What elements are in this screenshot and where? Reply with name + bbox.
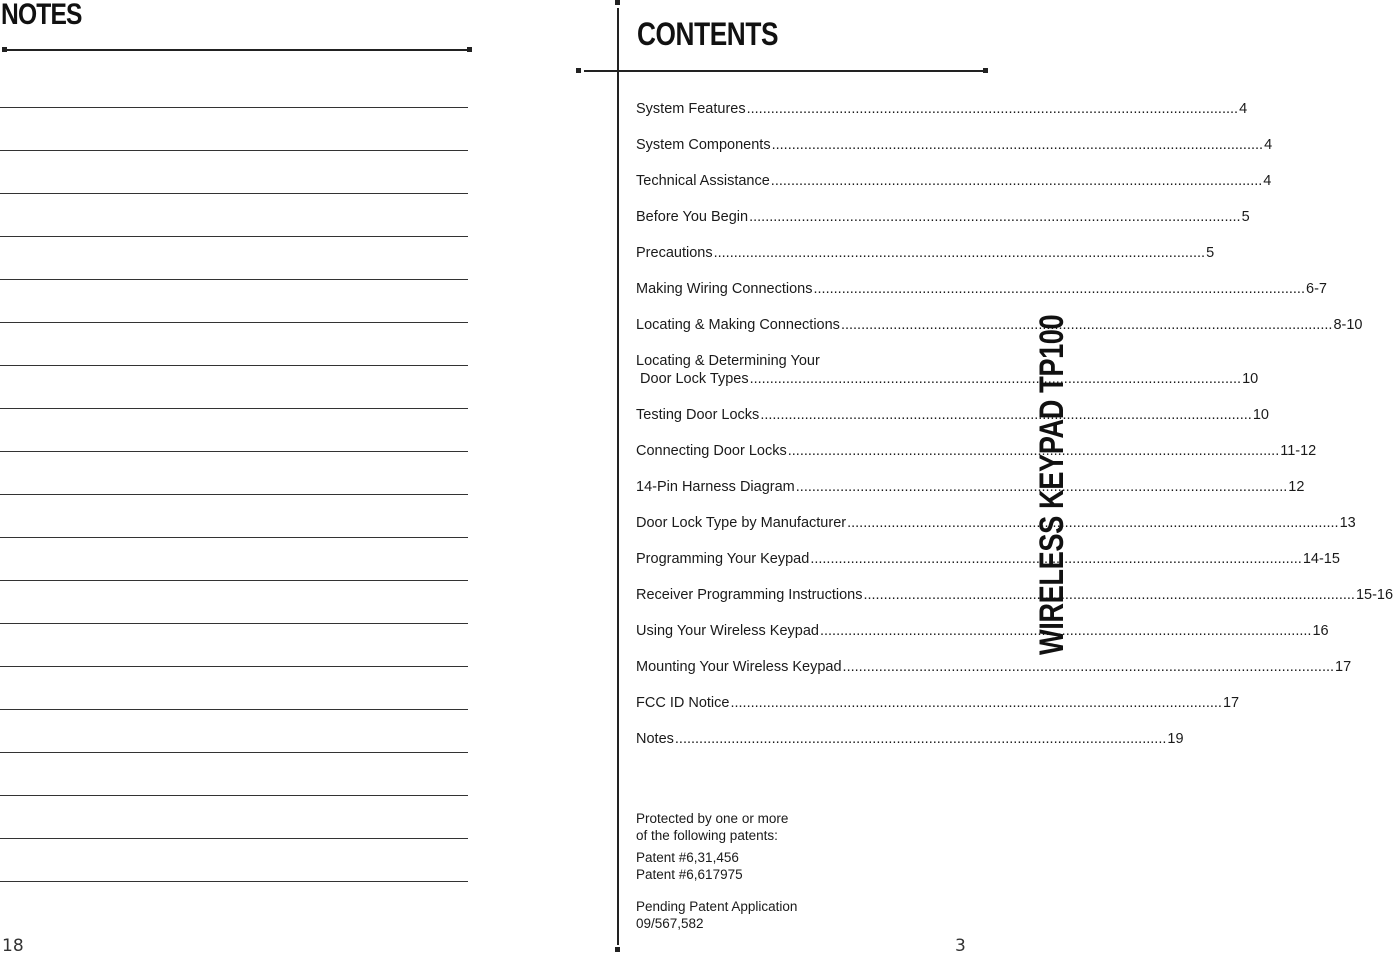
rule-end-marker-right [467,47,472,52]
toc-dot-leader [841,316,1333,334]
toc-entry-title: Mounting Your Wireless Keypad [636,659,842,675]
notes-line [0,322,468,365]
toc-entry-page: 15-16 [1355,587,1393,603]
toc-entry [636,514,1356,532]
notes-line [0,537,468,580]
notes-line [0,881,468,924]
toc-entry [636,730,1184,748]
notes-line [0,838,468,881]
toc-entry-title: Door Lock Types [636,371,749,387]
toc-entry-title: Receiver Programming Instructions [636,587,863,603]
toc-entry-title: Connecting Door Locks [636,443,787,459]
patent-number-2: Patent #6,617975 [636,866,743,882]
page-number-right: 3 [955,936,966,956]
toc-entry-title: Testing Door Locks [636,407,760,423]
toc-entry [636,352,1259,388]
spine-title: WIRELESS KEYPAD TP100 [1033,314,1071,655]
toc-dot-leader [863,586,1355,604]
toc-dot-leader [749,208,1241,226]
toc-entry-title: Locating & Making Connections [636,317,840,333]
notes-line [0,580,468,623]
toc-dot-leader [772,136,1264,154]
spine-marker-bottom [615,947,620,952]
notes-line [0,236,468,279]
toc-entry-title: Programming Your Keypad [636,551,810,567]
toc-dot-leader [847,514,1339,532]
toc-entry-page: 10 [1252,407,1269,423]
toc-entry-page: 13 [1339,515,1356,531]
notes-line [0,666,468,709]
toc-dot-leader [714,244,1206,262]
notes-writing-lines [0,107,468,924]
toc-entry-page: 16 [1312,623,1329,639]
pending-patent-number: 09/567,582 [636,915,704,931]
notes-line [0,107,468,150]
toc-entry-page: 5 [1241,209,1250,225]
toc-entry [636,406,1269,424]
notes-line [0,494,468,537]
toc-dot-leader [747,100,1239,118]
notes-line [0,451,468,494]
patent-notice [636,811,936,932]
toc-entry-title: Door Lock Type by Manufacturer [636,515,847,531]
notes-line [0,279,468,322]
contents-title: CONTENTS [637,16,779,52]
toc-entry [636,244,1215,262]
notes-line [0,150,468,193]
toc-entry-page: 5 [1206,245,1215,261]
toc-entry [636,586,1393,604]
toc-entry-page: 17 [1222,695,1240,711]
page-number-left: 18 [2,936,24,956]
notes-line [0,623,468,666]
patent-number-1: Patent #6,31,456 [636,850,739,865]
toc-entry-title: Before You Begin [636,209,749,225]
notes-line [0,752,468,795]
toc-entry-page: 4 [1239,101,1248,117]
toc-dot-leader [843,658,1335,676]
toc-dot-leader [675,730,1167,748]
toc-entry [636,136,1273,154]
patent-intro-line2: of the following patents: [636,827,778,843]
toc-entry-page: 4 [1263,173,1272,189]
toc-dot-leader [730,694,1222,712]
patent-intro-line1: Protected by one or more [636,811,789,826]
toc-dot-leader [771,172,1263,190]
toc-entry-page: 10 [1242,371,1259,387]
contents-rule-marker-left [576,68,581,73]
toc-entry-title: Making Wiring Connections [636,281,813,297]
toc-entry [636,478,1305,496]
toc-entry-title: 14-Pin Harness Diagram [636,479,795,495]
toc-dot-leader [750,370,1242,388]
toc-entry-title: Using Your Wireless Keypad [636,623,819,639]
toc-entry-title: Notes [636,731,674,747]
toc-entry-page: 8-10 [1333,317,1363,333]
notes-line [0,365,468,408]
vertical-margin-rule [617,8,619,945]
toc-entry-page: 11-12 [1280,443,1317,459]
toc-entry [636,442,1317,460]
toc-dot-leader [814,280,1306,298]
toc-entry [636,658,1352,676]
toc-entry-title: System Components [636,137,771,153]
toc-entry-title: Locating & Determining Your [636,353,820,369]
contents-title-rule [584,70,983,72]
notes-line [0,408,468,451]
toc-entry-page: 17 [1335,659,1352,675]
toc-entry [636,694,1240,712]
toc-entry [636,622,1329,640]
toc-entry-title: Precautions [636,245,713,261]
toc-entry-title: FCC ID Notice [636,695,730,711]
toc-entry [636,100,1248,118]
spine-marker-top [615,0,620,5]
toc-entry [636,280,1327,298]
notes-line [0,795,468,838]
notes-title-rule [6,49,467,51]
toc-entry [636,550,1340,568]
toc-entry [636,172,1272,190]
toc-entry-title: System Features [636,101,746,117]
notes-line [0,193,468,236]
toc-entry [636,208,1250,226]
toc-entry-title: Technical Assistance [636,173,770,189]
notes-title: NOTES [1,0,82,31]
toc-entry-page: 12 [1288,479,1305,495]
spine-title-area [1035,300,1075,655]
toc-entry-page: 14-15 [1302,551,1340,567]
toc-entry [636,316,1363,334]
contents-rule-marker-right [983,68,988,73]
toc-entry-page: 4 [1264,137,1273,153]
toc-dot-leader [760,406,1252,424]
toc-entry-page: 19 [1167,731,1184,747]
pending-patent-label: Pending Patent Application [636,899,798,914]
notes-line [0,709,468,752]
toc-entry-page: 6-7 [1306,281,1327,297]
